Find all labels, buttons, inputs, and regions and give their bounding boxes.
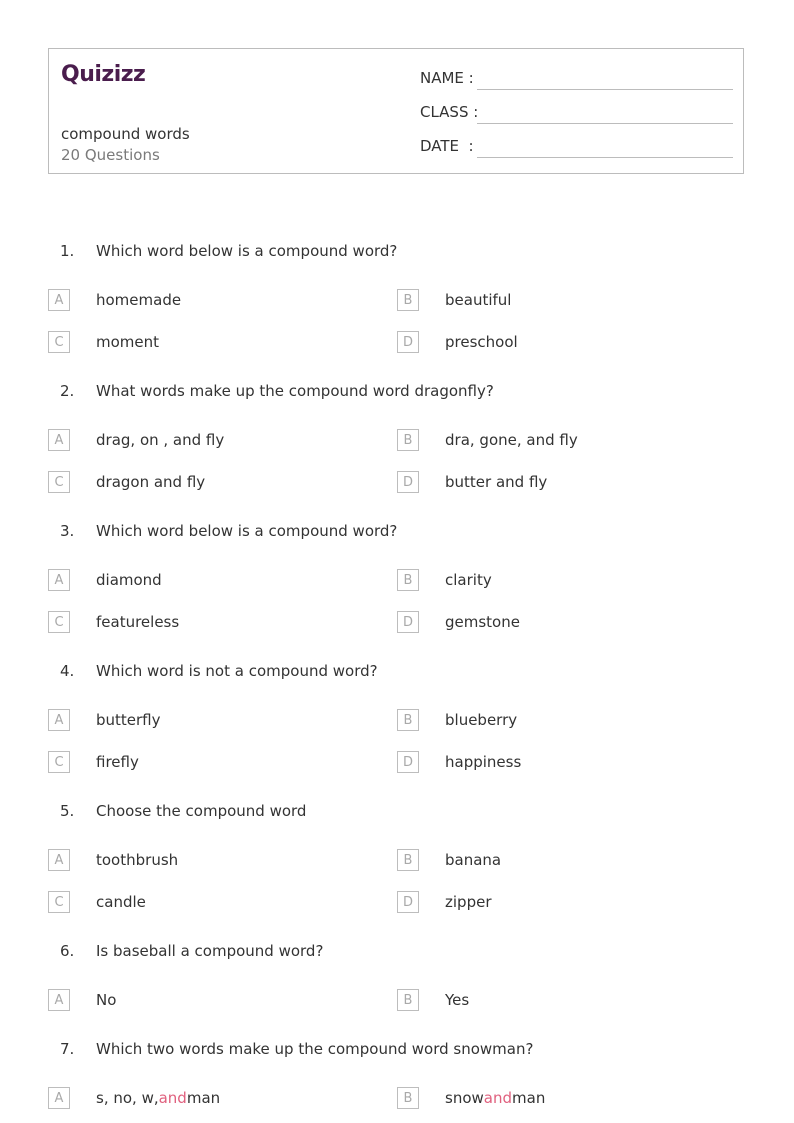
question-count: 20 Questions (61, 146, 160, 164)
option-letter-box[interactable]: C (48, 471, 70, 493)
name-label: NAME : (420, 69, 474, 87)
question-text: Which word below is a compound word? (96, 522, 398, 540)
option-letter-box[interactable]: C (48, 751, 70, 773)
date-label: DATE : (420, 137, 474, 155)
option-text: gemstone (445, 613, 520, 631)
option-text: drag, on , and fly (96, 431, 225, 449)
option-letter-box[interactable]: A (48, 429, 70, 451)
question-text: Is baseball a compound word? (96, 942, 324, 960)
option-letter-box[interactable]: A (48, 989, 70, 1011)
option-letter-box[interactable]: D (397, 471, 419, 493)
option-text: butter and fly (445, 473, 548, 491)
option-letter-box[interactable]: B (397, 569, 419, 591)
option-text: blueberry (445, 711, 518, 729)
quizizz-logo (61, 59, 153, 93)
class-line[interactable] (477, 123, 733, 124)
option-text: zipper (445, 893, 492, 911)
option-letter-box[interactable]: B (397, 289, 419, 311)
option-text: clarity (445, 571, 492, 589)
option-text: No (96, 991, 117, 1009)
option-text: firefly (96, 753, 139, 771)
question-number: 5. (60, 802, 75, 820)
option-text: toothbrush (96, 851, 179, 869)
option-text: Yes (445, 991, 470, 1009)
name-line[interactable] (477, 89, 733, 90)
option-text: featureless (96, 613, 180, 631)
svg-text:Quizizz: Quizizz (61, 62, 146, 87)
highlighted-word: and (158, 1089, 187, 1107)
option-text: preschool (445, 333, 518, 351)
question-number: 4. (60, 662, 75, 680)
question-text: Which word is not a compound word? (96, 662, 378, 680)
option-text: happiness (445, 753, 522, 771)
option-text: butterfly (96, 711, 161, 729)
option-text: dragon and fly (96, 473, 206, 491)
option-text: diamond (96, 571, 162, 589)
option-text: dra, gone, and fly (445, 431, 578, 449)
option-letter-box[interactable]: A (48, 569, 70, 591)
option-letter-box[interactable]: A (48, 1087, 70, 1109)
option-letter-box[interactable]: A (48, 709, 70, 731)
option-letter-box[interactable]: A (48, 289, 70, 311)
question-number: 6. (60, 942, 75, 960)
option-letter-box[interactable]: B (397, 1087, 419, 1109)
question-text: What words make up the compound word dragonfly? (96, 382, 494, 400)
option-letter-box[interactable]: B (397, 989, 419, 1011)
highlighted-word: and (483, 1089, 513, 1107)
option-text: beautiful (445, 291, 512, 309)
date-field[interactable] (420, 137, 733, 159)
option-text: homemade (96, 291, 182, 309)
option-letter-box[interactable]: D (397, 331, 419, 353)
option-letter-box[interactable]: D (397, 611, 419, 633)
option-letter-box[interactable]: B (397, 429, 419, 451)
option-text-part: man (512, 1089, 546, 1107)
option-text: candle (96, 893, 146, 911)
option-letter-box[interactable]: B (397, 849, 419, 871)
option-text: moment (96, 333, 160, 351)
question-number: 2. (60, 382, 75, 400)
option-letter-box[interactable]: A (48, 849, 70, 871)
question-number: 1. (60, 242, 75, 260)
option-text-part: snow (445, 1089, 484, 1107)
question-text: Which word below is a compound word? (96, 242, 398, 260)
option-text: banana (445, 851, 502, 869)
question-text: Which two words make up the compound word snowman? (96, 1040, 534, 1058)
question-text: Choose the compound word (96, 802, 307, 820)
option-text (96, 1089, 220, 1107)
option-letter-box[interactable]: D (397, 891, 419, 913)
question-number: 7. (60, 1040, 75, 1058)
worksheet-header (48, 48, 744, 174)
question-number: 3. (60, 522, 75, 540)
class-label: CLASS : (420, 103, 479, 121)
option-text (445, 1089, 545, 1107)
option-letter-box[interactable]: C (48, 611, 70, 633)
option-letter-box[interactable]: D (397, 751, 419, 773)
option-letter-box[interactable]: C (48, 891, 70, 913)
option-text-part: s, no, w, (96, 1089, 159, 1107)
quizizz-logo-icon (61, 59, 153, 89)
option-letter-box[interactable]: B (397, 709, 419, 731)
name-field[interactable] (420, 69, 733, 91)
option-text-part: man (186, 1089, 221, 1107)
date-line[interactable] (477, 157, 733, 158)
option-letter-box[interactable]: C (48, 331, 70, 353)
worksheet-title: compound words (61, 125, 190, 143)
class-field[interactable] (420, 103, 733, 125)
